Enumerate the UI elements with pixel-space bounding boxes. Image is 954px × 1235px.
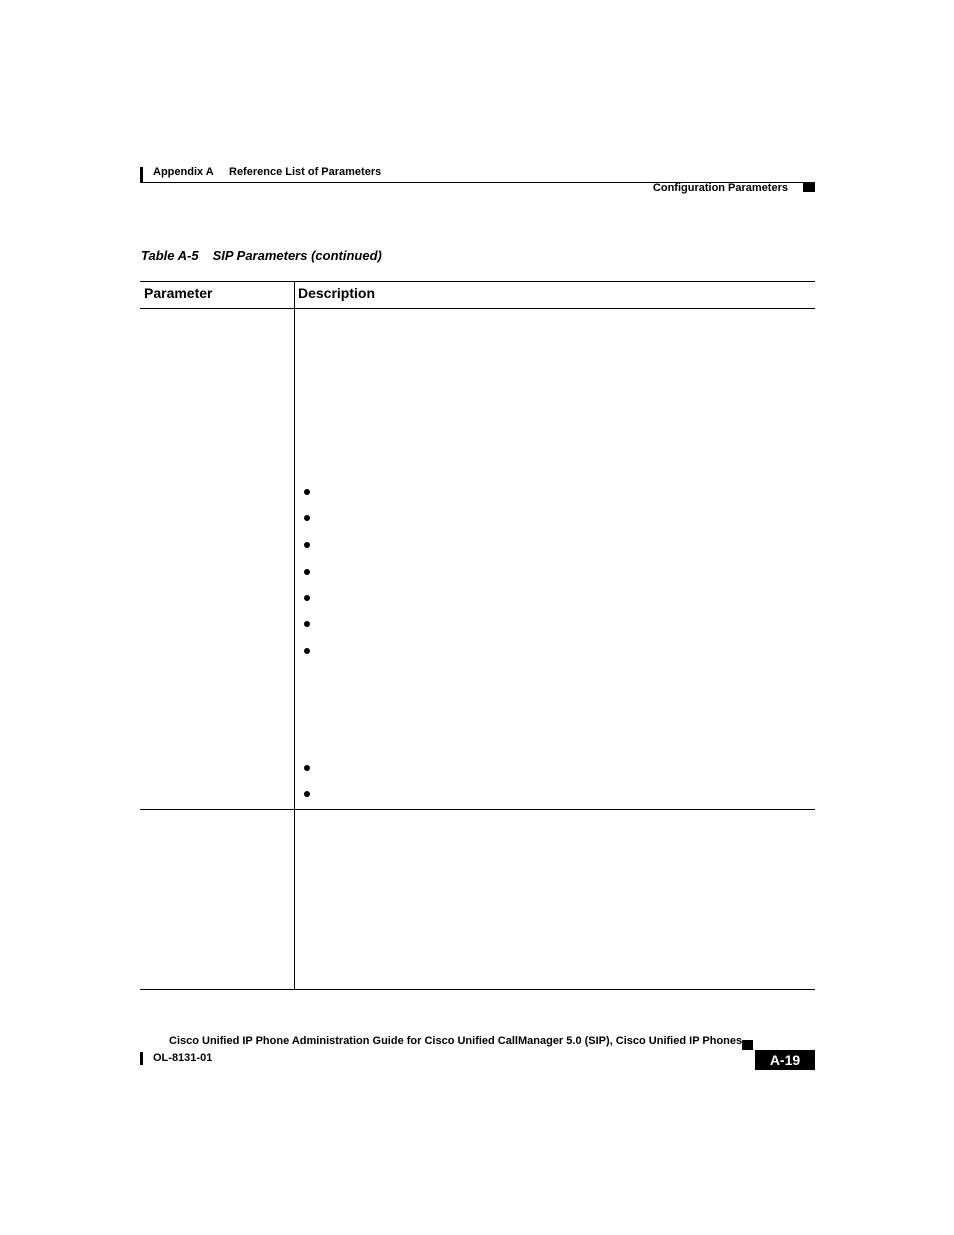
header-bar	[140, 167, 143, 182]
list-bullet	[304, 595, 310, 601]
footer-bar	[140, 1052, 143, 1065]
column-header-parameter: Parameter	[144, 285, 213, 301]
list-bullet	[304, 791, 310, 797]
header-section-title: Reference List of Parameters	[229, 166, 382, 178]
table-caption-label: Table A-5	[141, 248, 199, 263]
list-bullet	[304, 648, 310, 654]
list-bullet	[304, 515, 310, 521]
footer-doc-title: Cisco Unified IP Phone Administration Guide for Cisco Unified CallManager 5.0 (SIP), Cisco Unified IP Phones	[169, 1035, 743, 1047]
list-bullet	[304, 489, 310, 495]
footer-doc-number: OL-8131-01	[153, 1052, 213, 1064]
list-bullet	[304, 621, 310, 627]
table-header-rule	[140, 308, 815, 309]
list-bullet	[304, 542, 310, 548]
column-divider	[294, 282, 295, 990]
header-right-title: Configuration Parameters	[652, 182, 788, 194]
table-bottom-rule	[140, 989, 815, 990]
table-row-rule	[140, 809, 815, 810]
footer-square-marker	[742, 1040, 753, 1050]
header-square-marker	[803, 182, 815, 192]
page-number: A-19	[755, 1050, 815, 1070]
table-caption	[141, 248, 382, 263]
table-caption-title: SIP Parameters (continued)	[212, 248, 382, 263]
list-bullet	[304, 765, 310, 771]
list-bullet	[304, 569, 310, 575]
table-top-rule	[140, 281, 815, 282]
header-appendix: Appendix A	[153, 166, 214, 178]
column-header-description: Description	[298, 285, 376, 301]
